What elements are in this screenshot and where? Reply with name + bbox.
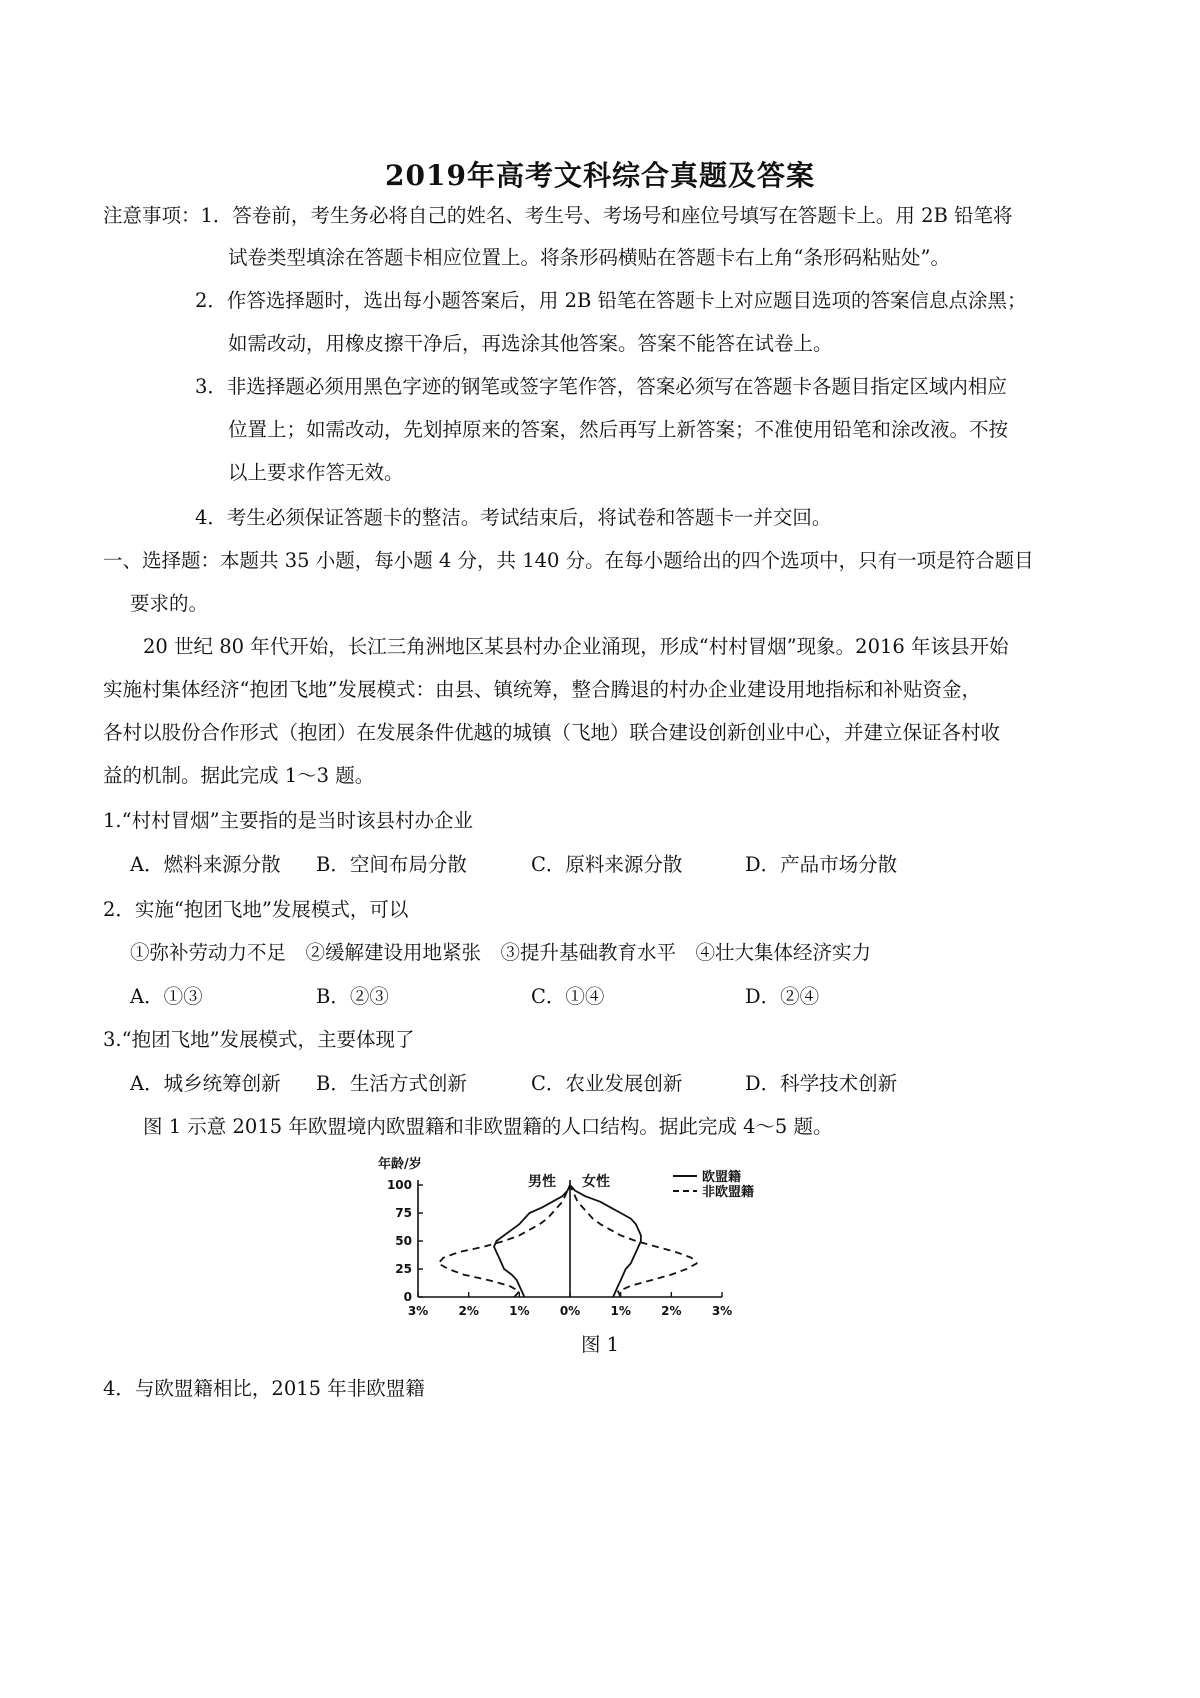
population-pyramid-chart <box>370 1150 790 1325</box>
passage-line: 各村以股份合作形式（抱团）在发展条件优越的城镇（飞地）联合建设创新创业中心，并建立保证各村收 <box>103 721 1001 744</box>
passage-line: 20 世纪 80 年代开始，长江三角洲地区某县村办企业涌现，形成“村村冒烟”现象。2016 年该县开始 <box>143 635 1009 658</box>
question-stem: 2．实施“抱团飞地”发展模式，可以 <box>103 898 409 921</box>
y-tick-label: 50 <box>395 1234 412 1248</box>
option-b: B．生活方式创新 <box>316 1072 467 1095</box>
x-tick-label: 3% <box>407 1304 429 1318</box>
option-a: A．城乡统筹创新 <box>130 1072 281 1095</box>
option-b: B．空间布局分散 <box>316 853 467 876</box>
eu-male-line <box>494 1185 570 1297</box>
passage-line: 益的机制。据此完成 1～3 题。 <box>103 764 375 787</box>
legend-non-eu: 非欧盟籍 <box>702 1185 755 1200</box>
x-tick-label: 0% <box>559 1304 581 1318</box>
non-eu-male-line <box>438 1185 570 1297</box>
x-tick-label: 1% <box>509 1304 530 1318</box>
eu-female-line <box>570 1185 641 1297</box>
option-d: D．科学技术创新 <box>745 1072 898 1095</box>
x-tick-label: 3% <box>711 1304 733 1318</box>
option-c: C．原料来源分散 <box>531 853 683 876</box>
question-stem: 1.“村村冒烟”主要指的是当时该县村办企业 <box>103 809 474 832</box>
question-stem: 3.“抱团飞地”发展模式，主要体现了 <box>103 1028 415 1051</box>
notice-line: 2．作答选择题时，选出每小题答案后，用 2B 铅笔在答题卡上对应题目选项的答案信息点涂黑； <box>195 289 1027 312</box>
option-b: B．②③ <box>316 985 389 1008</box>
passage-line: 实施村集体经济“抱团飞地”发展模式：由县、镇统筹，整合腾退的村办企业建设用地指标和补贴资金， <box>103 678 981 701</box>
male-label: 男性 <box>528 1174 556 1190</box>
y-tick-label: 0 <box>403 1290 412 1304</box>
y-tick-label: 100 <box>386 1178 412 1192</box>
option-d: D．产品市场分散 <box>745 853 898 876</box>
option-d: D．②④ <box>745 985 820 1008</box>
figure-caption: 图 1 <box>580 1333 620 1356</box>
notice-line: 位置上；如需改动，先划掉原来的答案，然后再写上新答案；不准使用铅笔和涂改液。不按 <box>228 418 1009 441</box>
non-eu-female-line <box>570 1185 697 1297</box>
section-heading-cont: 要求的。 <box>130 592 209 615</box>
page-title: 2019年高考文科综合真题及答案 <box>385 159 815 192</box>
section-heading: 一、选择题：本题共 35 小题，每小题 4 分，共 140 分。在每小题给出的四个选项中，只有一项是符合题目 <box>103 549 1034 572</box>
option-c: C．农业发展创新 <box>531 1072 683 1095</box>
notice-line: 如需改动，用橡皮擦干净后，再选涂其他答案。答案不能答在试卷上。 <box>228 332 833 355</box>
notice-line: 3．非选择题必须用黑色字迹的钢笔或签字笔作答，答案必须写在答题卡各题目指定区域内相应 <box>195 375 1007 398</box>
chart-legend <box>673 1169 754 1200</box>
option-a: A．①③ <box>130 985 203 1008</box>
question-stem: 4．与欧盟籍相比，2015 年非欧盟籍 <box>103 1377 425 1400</box>
notice-line: 注意事项：1．答卷前，考生务必将自己的姓名、考生号、考场号和座位号填写在答题卡上。用 2B 铅笔将 <box>103 204 1013 227</box>
notice-line: 试卷类型填涂在答题卡相应位置上。将条形码横贴在答题卡右上角“条形码粘贴处”。 <box>228 246 950 269</box>
legend-eu: 欧盟籍 <box>702 1170 742 1185</box>
y-tick-label: 75 <box>395 1206 412 1220</box>
y-tick-label: 25 <box>395 1262 412 1276</box>
x-tick-label: 1% <box>610 1304 631 1318</box>
female-label: 女性 <box>582 1174 610 1190</box>
notice-line: 以上要求作答无效。 <box>228 461 404 484</box>
passage-line: 图 1 示意 2015 年欧盟境内欧盟籍和非欧盟籍的人口结构。据此完成 4～5 题。 <box>143 1115 833 1138</box>
option-c: C．①④ <box>531 985 605 1008</box>
notice-line: 4．考生必须保证答题卡的整洁。考试结束后，将试卷和答题卡一并交回。 <box>195 506 832 529</box>
y-axis-label: 年龄/岁 <box>378 1157 422 1172</box>
x-tick-label: 2% <box>661 1304 682 1318</box>
option-a: A．燃料来源分散 <box>130 853 281 876</box>
x-tick-label: 2% <box>458 1304 479 1318</box>
question-items: ①弥补劳动力不足 ②缓解建设用地紧张 ③提升基础教育水平 ④壮大集体经济实力 <box>130 941 872 964</box>
